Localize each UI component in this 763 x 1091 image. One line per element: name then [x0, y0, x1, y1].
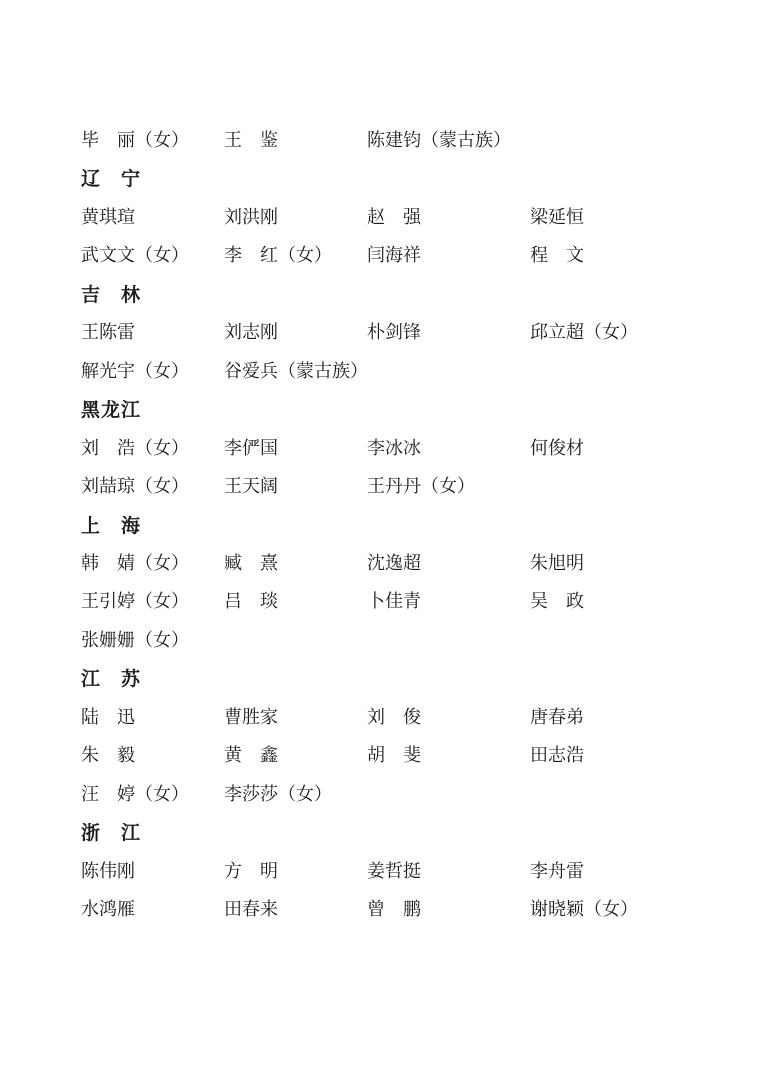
province-heading: 辽 宁 — [81, 168, 142, 191]
person-name: 臧 熹 — [224, 553, 278, 574]
province-heading: 上 海 — [81, 514, 142, 537]
province-heading: 吉 林 — [81, 283, 142, 306]
person-name: 刘 俊 — [367, 706, 421, 728]
person-name: 陆 迅 — [81, 706, 135, 728]
name-row — [0, 472, 763, 502]
person-name: 李舟雷 — [530, 860, 584, 882]
person-name: 毕 丽（女） — [81, 130, 189, 151]
person-name: 姜哲挺 — [367, 860, 421, 882]
province-heading: 江 苏 — [81, 668, 142, 691]
name-row — [0, 549, 763, 579]
person-name: 解光宇（女） — [81, 360, 189, 382]
person-name: 邱立超（女） — [530, 322, 638, 344]
person-name: 黄 鑫 — [224, 745, 278, 767]
person-name: 陈建钧（蒙古族） — [367, 130, 511, 151]
province-heading-row — [0, 664, 763, 694]
person-name: 刘洪刚 — [224, 206, 278, 228]
name-row — [0, 241, 763, 271]
name-row — [0, 434, 763, 464]
person-name: 田志浩 — [530, 745, 584, 767]
person-name: 李俨国 — [224, 437, 278, 459]
person-name: 张姗姗（女） — [81, 629, 189, 651]
person-name: 李莎莎（女） — [224, 783, 332, 805]
province-heading: 黑龙江 — [81, 399, 142, 422]
person-name: 刘志刚 — [224, 322, 278, 344]
name-row — [0, 857, 763, 887]
person-name: 曹胜家 — [224, 706, 278, 728]
name-row — [0, 203, 763, 233]
province-heading-row — [0, 511, 763, 541]
person-name: 方 明 — [224, 860, 278, 882]
name-row — [0, 626, 763, 656]
province-heading-row — [0, 395, 763, 425]
person-name: 曾 鹏 — [367, 899, 421, 920]
name-row — [0, 587, 763, 617]
person-name: 闫海祥 — [367, 245, 421, 267]
person-name: 武文文（女） — [81, 245, 189, 267]
person-name: 陈伟刚 — [81, 860, 135, 882]
person-name: 刘喆琼（女） — [81, 476, 189, 498]
province-heading: 浙 江 — [81, 822, 142, 845]
person-name: 韩 婧（女） — [81, 553, 189, 574]
person-name: 李冰冰 — [367, 437, 421, 459]
person-name: 田春来 — [224, 899, 278, 920]
name-row — [0, 741, 763, 771]
person-name: 谢晓颖（女） — [530, 899, 638, 920]
person-name: 汪 婷（女） — [81, 783, 189, 805]
person-name: 沈逸超 — [367, 553, 421, 574]
person-name: 水鸿雁 — [81, 899, 135, 920]
province-heading-row — [0, 164, 763, 194]
province-heading-row — [0, 818, 763, 848]
person-name: 王陈雷 — [81, 322, 135, 344]
person-name: 刘 浩（女） — [81, 437, 189, 459]
person-name: 吴 政 — [530, 591, 584, 613]
person-name: 谷爱兵（蒙古族） — [224, 360, 368, 382]
name-row — [0, 780, 763, 810]
name-row — [0, 895, 763, 925]
person-name: 李 红（女） — [224, 245, 332, 267]
name-row — [0, 703, 763, 733]
person-name: 赵 强 — [367, 206, 421, 228]
person-name: 吕 琰 — [224, 591, 278, 613]
person-name: 程 文 — [530, 245, 584, 267]
person-name: 卜佳青 — [367, 591, 421, 613]
person-name: 朱旭明 — [530, 553, 584, 574]
person-name: 梁延恒 — [530, 206, 584, 228]
province-heading-row — [0, 280, 763, 310]
person-name: 王引婷（女） — [81, 591, 189, 613]
person-name: 王丹丹（女） — [367, 476, 475, 498]
person-name: 黄琪瑄 — [81, 206, 135, 228]
person-name: 朱 毅 — [81, 745, 135, 767]
person-name: 朴剑锋 — [367, 322, 421, 344]
person-name: 唐春弟 — [530, 706, 584, 728]
name-row — [0, 318, 763, 348]
person-name: 王 鉴 — [224, 130, 278, 151]
name-row — [0, 126, 763, 156]
person-name: 何俊材 — [530, 437, 584, 459]
person-name: 胡 斐 — [367, 745, 421, 767]
name-row — [0, 357, 763, 387]
person-name: 王天阔 — [224, 476, 278, 498]
